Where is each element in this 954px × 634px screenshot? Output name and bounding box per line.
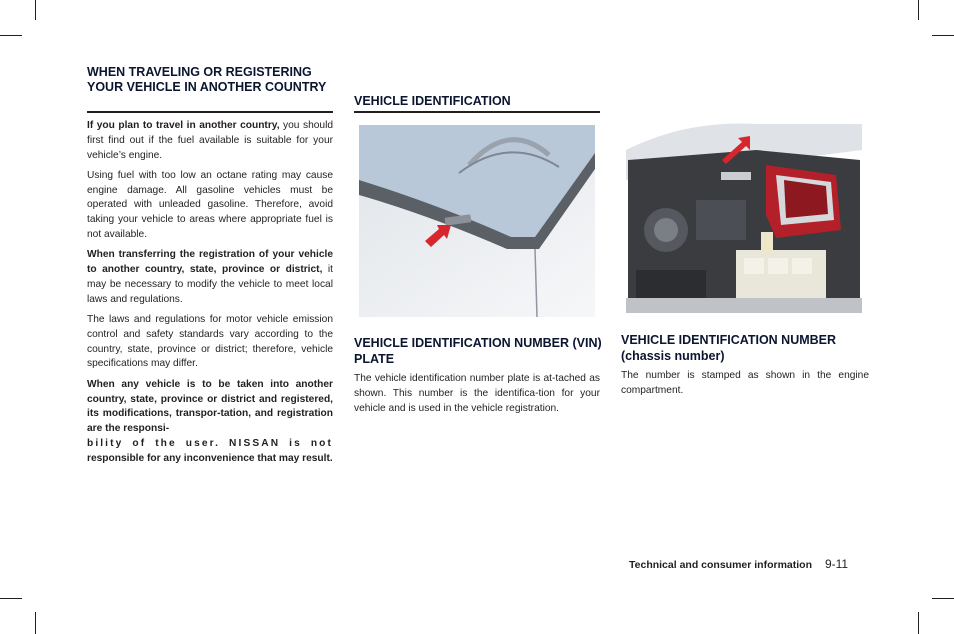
crop-mark [918, 612, 919, 634]
bold-lead: When transferring the registration of your vehicle to another country, state, province or district, [87, 249, 333, 276]
crop-mark [35, 612, 36, 634]
travel-body [87, 119, 333, 467]
paragraph [87, 119, 333, 163]
crop-mark [35, 0, 36, 20]
crop-mark [932, 35, 954, 36]
paragraph-text: you should first find out if the fuel available is suitable for your vehicle’s engine. [87, 120, 334, 161]
chassis-number-heading: VEHICLE IDENTIFICATION NUMBER (chassis number) [621, 333, 837, 363]
warning-text: responsible for any inconvenience that may result. [87, 452, 333, 464]
paragraph: The laws and regulations for motor vehicle emission control and safety standards vary according to the country, state, province or district; therefore, vehicle specifications may differ. [87, 314, 333, 370]
page-number: 9-11 [824, 557, 849, 571]
engine-compartment-illustration [626, 120, 862, 313]
warning-text: When any vehicle is to be taken into another country, state, province or district and registered, its modifications, transpor-tation, and registration are the responsi- [87, 378, 333, 435]
heading-rule [87, 111, 333, 113]
crop-mark [918, 0, 919, 20]
paragraph-text: it may be necessary to modify the vehicle to meet local laws and regulations. [87, 264, 333, 305]
heading-rule [354, 111, 600, 113]
vin-plate-illustration [359, 125, 595, 317]
bold-lead: If you plan to travel in another country, [87, 120, 280, 131]
warning-paragraph [87, 378, 333, 467]
crop-mark [0, 598, 22, 599]
crop-mark [932, 598, 954, 599]
section-heading-vehicle-id: VEHICLE IDENTIFICATION [354, 94, 511, 108]
warning-text: bility of the user. NISSAN is not [87, 437, 333, 449]
chassis-number-body: The number is stamped as shown in the engine compartment. [621, 370, 869, 396]
section-heading-travel: WHEN TRAVELING OR REGISTERING YOUR VEHICLE IN ANOTHER COUNTRY [87, 65, 327, 94]
crop-mark [0, 35, 22, 36]
vin-plate-heading: VEHICLE IDENTIFICATION NUMBER (VIN) PLATE [354, 336, 602, 366]
vin-plate-body: The vehicle identification number plate is at-tached as shown. This number is the identifica-tion for your vehicle and is used in the vehicle registration. [354, 373, 600, 414]
paragraph [87, 248, 333, 307]
page-footer [629, 557, 848, 571]
paragraph: Using fuel with too low an octane rating may cause engine damage. All gasoline vehicles must be operated with unleaded gasoline. Therefore, avoid taking your vehicle to areas where appropriate fuel is not available. [87, 169, 333, 241]
footer-section-title: Technical and consumer information [629, 559, 813, 571]
